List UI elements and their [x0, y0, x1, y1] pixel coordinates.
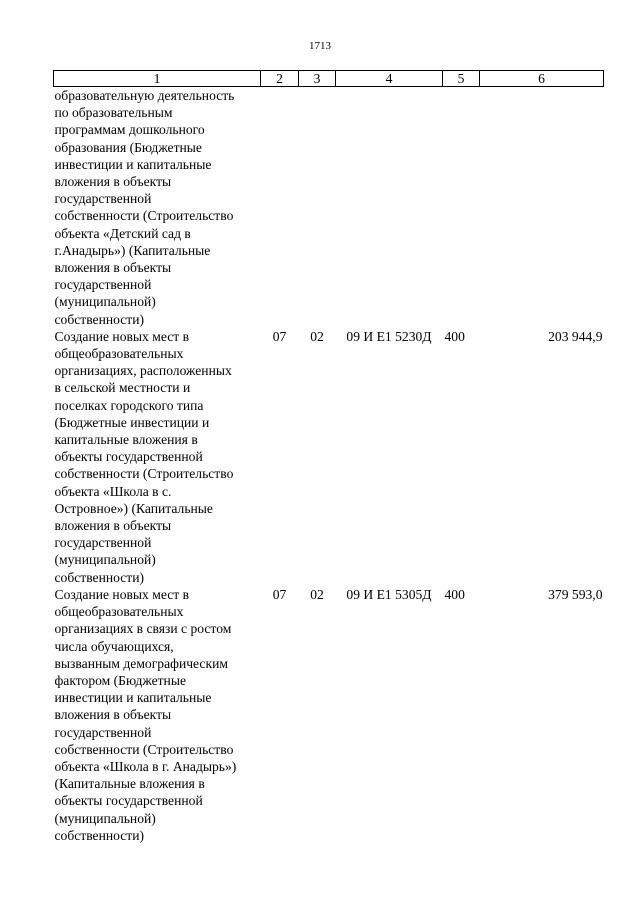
column-header-subsection: 3: [299, 71, 336, 87]
table-row: [54, 586, 604, 844]
row-name-cell: [54, 586, 261, 844]
column-header-name: 1: [54, 71, 261, 87]
row-expense-type-cell: [443, 87, 480, 328]
name-line: организациях в связи с ростом: [54, 621, 232, 637]
row-subsection-cell: 02: [310, 586, 324, 602]
name-line: объекты государственной: [54, 793, 203, 809]
name-line: (Бюджетные инвестиции и: [54, 414, 210, 430]
name-line: программам дошкольного: [54, 122, 205, 138]
table-row: [54, 87, 604, 328]
name-line: собственности): [54, 827, 145, 843]
row-amount-cell: 203 944,9: [548, 328, 603, 344]
name-line: вложения в объекты: [54, 260, 172, 276]
row-name-cell: [54, 87, 261, 328]
column-header-section: 2: [261, 71, 299, 87]
name-line: вложения в объекты: [54, 174, 172, 190]
name-line: объекта «Школа в с.: [54, 483, 172, 499]
row-expense-type-cell: 400: [444, 328, 465, 344]
name-line: собственности (Строительство: [54, 741, 234, 757]
name-line: Создание новых мест в: [54, 586, 190, 602]
row-subsection-cell: [299, 87, 336, 328]
column-header-amount: 6: [480, 71, 604, 87]
name-line: общеобразовательных: [54, 346, 184, 362]
row-amount-cell: 379 593,0: [548, 586, 603, 602]
name-line: государственной: [54, 724, 152, 740]
name-line: Островное») (Капитальные: [54, 500, 213, 516]
column-header-target-article: 4: [336, 71, 443, 87]
name-line: фактором (Бюджетные: [54, 672, 187, 688]
row-subsection-cell: 02: [310, 328, 324, 344]
row-target-article-cell: 09 И Е1 5305Д: [346, 586, 432, 602]
name-line: государственной: [54, 535, 152, 551]
name-line: образовательную деятельность: [54, 88, 235, 103]
name-line: организациях, расположенных: [54, 363, 232, 379]
name-line: (муниципальной): [54, 810, 156, 826]
name-line: объекта «Детский сад в: [54, 225, 191, 241]
page-number: 1713: [309, 40, 331, 52]
name-line: образования (Бюджетные: [54, 139, 202, 155]
name-line: объекты государственной: [54, 449, 203, 465]
table-row: [54, 328, 604, 586]
name-line: (муниципальной): [54, 294, 156, 310]
budget-table: [53, 70, 604, 844]
row-section-cell: 07: [272, 328, 287, 344]
name-line: вызванным демографическим: [54, 655, 228, 671]
name-line: поселках городского типа: [54, 397, 204, 413]
row-target-article-cell: [336, 87, 443, 328]
name-line: (Капитальные вложения в: [54, 776, 205, 792]
name-line: вложения в объекты: [54, 518, 172, 534]
name-line: Создание новых мест в: [54, 328, 190, 344]
name-line: государственной: [54, 277, 152, 293]
name-line: объекта «Школа в г. Анадырь»): [54, 758, 237, 774]
name-line: числа обучающихся,: [54, 638, 174, 654]
row-name-cell: [54, 328, 261, 586]
name-line: по образовательным: [54, 105, 173, 121]
name-line: г.Анадырь») (Капитальные: [54, 242, 211, 258]
name-line: инвестиции и капитальные: [54, 690, 212, 706]
name-line: собственности): [54, 311, 145, 327]
row-amount-cell: [480, 87, 604, 328]
name-line: государственной: [54, 191, 152, 207]
name-line: собственности (Строительство: [54, 466, 234, 482]
name-line: общеобразовательных: [54, 604, 184, 620]
row-section-cell: [261, 87, 299, 328]
row-target-article-cell: 09 И Е1 5230Д: [346, 328, 432, 344]
row-section-cell: 07: [272, 586, 287, 602]
column-header-expense-type: 5: [443, 71, 480, 87]
name-line: капитальные вложения в: [54, 432, 198, 448]
name-line: инвестиции и капитальные: [54, 156, 212, 172]
name-line: вложения в объекты: [54, 707, 172, 723]
name-line: в сельской местности и: [54, 380, 191, 396]
name-line: собственности (Строительство: [54, 208, 234, 224]
row-expense-type-cell: 400: [444, 586, 465, 602]
name-line: собственности): [54, 569, 145, 585]
header-row: [54, 71, 604, 87]
name-line: (муниципальной): [54, 552, 156, 568]
